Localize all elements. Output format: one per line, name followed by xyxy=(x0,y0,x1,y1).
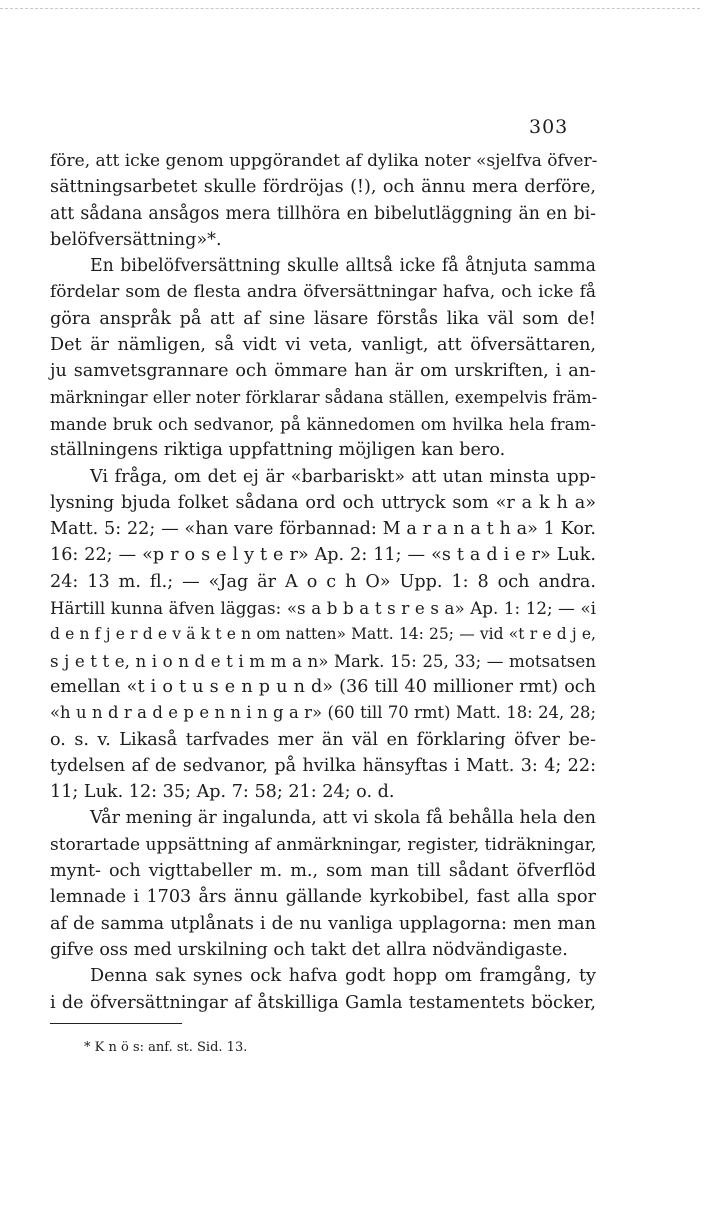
text-line: belöfversättning»*. xyxy=(50,229,222,250)
text-line: 11; Luk. 12: 35; Ap. 7: 58; 21: 24; o. d. xyxy=(50,782,395,803)
text-line: i de öfversättningar af åtskilliga Gamla testamentets böcker, xyxy=(50,992,596,1013)
text-line: tydelsen af de sedvanor, på hvilka hänsyftas i Matt. 3: 4; 22: xyxy=(50,755,596,776)
scan-edge-rule xyxy=(0,8,700,9)
text-line: En bibelöfversättning skulle alltså icke få åtnjuta samma xyxy=(90,256,596,277)
text-line: lemnade i 1703 års ännu gällande kyrkobibel, fast alla spor xyxy=(50,887,596,908)
page-number: 303 xyxy=(529,116,569,138)
text-line: storartade uppsättning af anmärkningar, register, tidräkningar, xyxy=(50,834,597,855)
text-line: emellan «t i o t u s e n p u n d» (36 till 40 millioner rmt) och xyxy=(50,676,596,697)
text-line: Matt. 5: 22; — «han vare förbannad: M a r a n a t h a» 1 Kor. xyxy=(50,519,596,540)
text-line: Det är nämligen, så vidt vi veta, vanligt, att öfversättaren, xyxy=(50,335,596,356)
text-line: 24: 13 m. fl.; — «Jag är A o c h O» Upp. 1: 8 och andra. xyxy=(50,571,596,592)
text-line: mande bruk och sedvanor, på kännedomen om hvilka hela fram- xyxy=(50,413,596,434)
text-line: Vår mening är ingalunda, att vi skola få behålla hela den xyxy=(90,808,596,829)
text-line: d e n f j e r d e v ä k t e n om natten» Matt. 14: 25; — vid «t r e d j e, xyxy=(50,625,596,644)
text-line: att sådana ansågos mera tillhöra en bibelutläggning än en bi- xyxy=(50,203,596,224)
text-line: fördelar som de flesta andra öfversättningar hafva, och icke få xyxy=(50,282,596,303)
text-line: ju samvetsgrannare och ömmare han är om urskriften, i an- xyxy=(50,361,596,382)
text-line: Härtill kunna äfven läggas: «s a b b a t s r e s a» Ap. 1: 12; — «i xyxy=(50,598,596,619)
body-text xyxy=(50,148,596,1016)
footnote: * K n ö s: anf. st. Sid. 13. xyxy=(84,1040,248,1055)
text-line: o. s. v. Likaså tarfvades mer än väl en förklaring öfver be- xyxy=(50,729,596,750)
text-line: lysning bjuda folket sådana ord och uttryck som «r a k h a» xyxy=(50,492,596,513)
text-line: före, att icke genom uppgörandet af dylika noter «sjelfva öfver- xyxy=(50,151,598,171)
text-line: göra anspråk på att af sine läsare förstås lika väl som de! xyxy=(50,308,596,329)
text-line: s j e t t e, n i o n d e t i m m a n» Mark. 15: 25, 33; — motsatsen xyxy=(50,650,596,671)
text-line: gifve oss med urskilning och takt det allra nödvändigaste. xyxy=(50,939,568,960)
text-line: «h u n d r a d e p e n n i n g a r» (60 till 70 rmt) Matt. 18: 24, 28; xyxy=(50,703,596,723)
text-line: ställningens riktiga uppfattning möjligen kan bero. xyxy=(50,440,506,461)
text-line: af de samma utplånats i de nu vanliga upplagorna: men man xyxy=(50,913,596,934)
text-line: mynt- och vigttabeller m. m., som man till sådant öfverflöd xyxy=(50,861,596,882)
text-line: Denna sak synes ock hafva godt hopp om framgång, ty xyxy=(90,966,596,987)
text-line: sättningsarbetet skulle fördröjas (!), och ännu mera derföre, xyxy=(50,177,596,198)
text-line: Vi fråga, om det ej är «barbariskt» att utan minsta upp- xyxy=(90,466,596,487)
text-line: märkningar eller noter förklarar sådana ställen, exempelvis främ- xyxy=(50,387,598,407)
text-line: 16: 22; — «p r o s e l y t e r» Ap. 2: 11; — «s t a d i e r» Luk. xyxy=(50,545,596,566)
footnote-rule xyxy=(50,1023,182,1024)
